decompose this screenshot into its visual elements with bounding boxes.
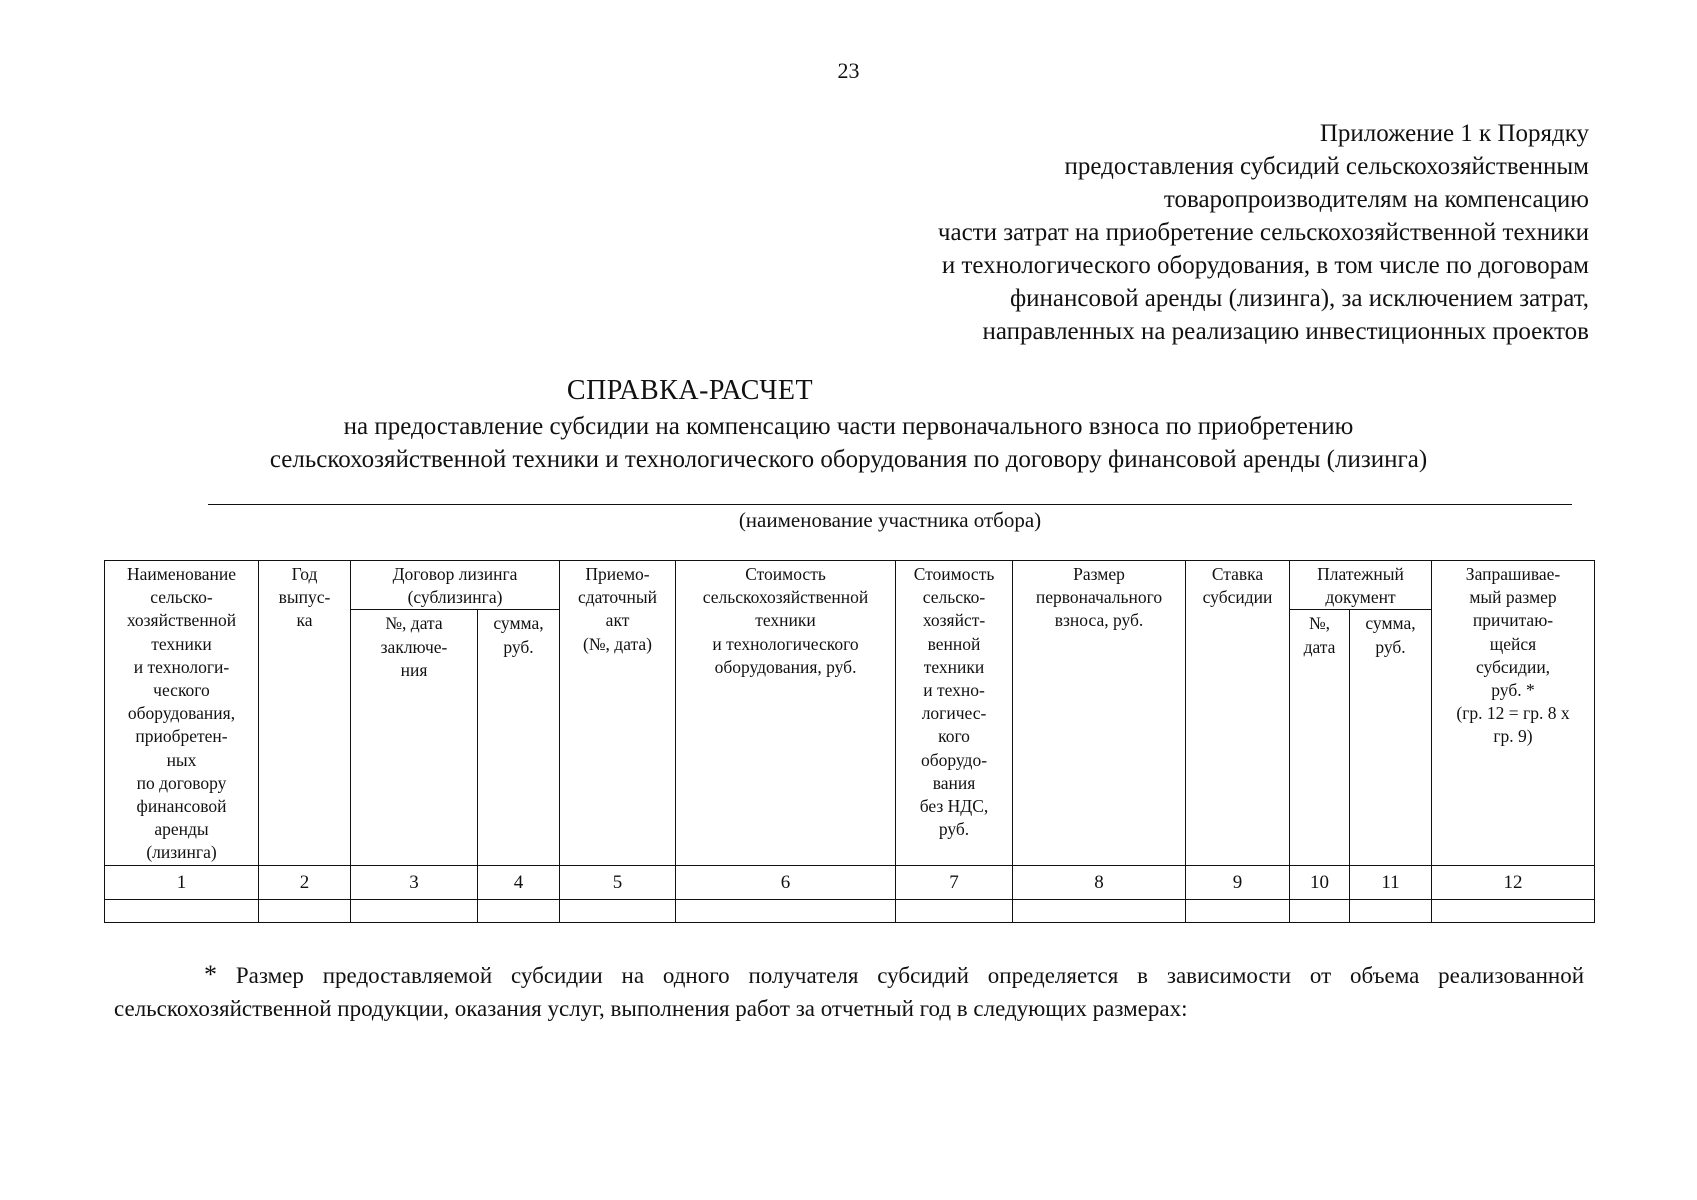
appendix-line: финансовой аренды (лизинга), за исключением затрат, <box>1009 285 1589 312</box>
blank-cell[interactable] <box>259 899 351 922</box>
column-number: 2 <box>259 865 351 899</box>
appendix-line: и технологического оборудования, в том числе по договорам <box>941 252 1589 279</box>
blank-cell[interactable] <box>478 899 560 922</box>
column-number: 5 <box>560 865 676 899</box>
header-requested-subsidy: Запрашивае- мый размер причитаю- щейся субсидии, руб. * (гр. 12 = гр. 8 х гр. 9) <box>1432 561 1595 866</box>
appendix-line: предоставления субсидий сельскохозяйственным <box>1064 153 1589 180</box>
document-subtitle <box>0 410 1697 476</box>
column-number: 10 <box>1290 865 1350 899</box>
header-year: Год выпус- ка <box>259 561 351 866</box>
calculation-table <box>104 560 1595 923</box>
header-lease-number-date: №, дата заключе- ния <box>351 610 478 865</box>
footnote-star: * <box>204 960 217 989</box>
table-row <box>105 899 1595 922</box>
column-number: 4 <box>478 865 560 899</box>
column-number: 8 <box>1013 865 1186 899</box>
blank-cell[interactable] <box>1432 899 1595 922</box>
blank-cell[interactable] <box>560 899 676 922</box>
header-acceptance-act: Приемо- сдаточный акт (№, дата) <box>560 561 676 866</box>
blank-cell[interactable] <box>1290 899 1350 922</box>
header-cost: Стоимость сельскохозяйственной техники и технологического оборудования, руб. <box>676 561 896 866</box>
column-number: 12 <box>1432 865 1595 899</box>
header-payment-document: Платежный документ <box>1290 561 1432 610</box>
blank-cell[interactable] <box>351 899 478 922</box>
blank-cell[interactable] <box>1186 899 1290 922</box>
header-cost-without-vat: Стоимость сельско- хозяйст- венной техники и техно- логичес- кого оборудо- вания без НДС, руб. <box>896 561 1013 866</box>
footnote-line: сельскохозяйственной продукции, оказания услуг, выполнения работ за отчетный год в следующих размерах: <box>114 996 1188 1021</box>
appendix-reference <box>938 117 1589 348</box>
blank-cell[interactable] <box>1350 899 1432 922</box>
header-lease-sum: сумма, руб. <box>478 610 560 865</box>
column-number-row <box>105 865 1595 899</box>
appendix-line: части затрат на приобретение сельскохозяйственной техники <box>937 219 1589 246</box>
appendix-line: Приложение 1 к Порядку <box>1319 120 1589 147</box>
blank-cell[interactable] <box>676 899 896 922</box>
header-lease-contract: Договор лизинга (сублизинга) <box>351 561 560 610</box>
header-equipment-name: Наименование сельско- хозяйственной техники и технологи- ческого оборудования, приобретен- ных по договору финансовой аренды (лизинга) <box>105 561 259 866</box>
header-subsidy-rate: Ставка субсидии <box>1186 561 1290 866</box>
appendix-line: товаропроизводителям на компенсацию <box>1163 186 1589 213</box>
column-number: 1 <box>105 865 259 899</box>
footnote-line <box>114 958 1584 992</box>
column-number: 3 <box>351 865 478 899</box>
document-title: СПРАВКА-РАСЧЕТ <box>566 375 814 406</box>
subtitle-line: на предоставление субсидии на компенсацию части первоначального взноса по приобретению <box>343 413 1354 440</box>
participant-caption: (наименование участника отбора) <box>738 508 1042 532</box>
column-number: 6 <box>676 865 896 899</box>
appendix-line: направленных на реализацию инвестиционных проектов <box>982 318 1589 345</box>
blank-cell[interactable] <box>1013 899 1186 922</box>
subtitle-line: сельскохозяйственной техники и технологического оборудования по договору финансовой аренды (лизинга) <box>269 446 1428 473</box>
column-number: 7 <box>896 865 1013 899</box>
header-down-payment: Размер первоначального взноса, руб. <box>1013 561 1186 866</box>
footnote <box>114 958 1584 1025</box>
blank-cell[interactable] <box>105 899 259 922</box>
page-number: 23 <box>837 58 860 83</box>
participant-name-line[interactable] <box>208 504 1572 505</box>
blank-cell[interactable] <box>896 899 1013 922</box>
column-number: 11 <box>1350 865 1432 899</box>
header-payment-sum: сумма, руб. <box>1350 610 1432 865</box>
column-number: 9 <box>1186 865 1290 899</box>
header-payment-number-date: №, дата <box>1290 610 1350 865</box>
footnote-text: Размер предоставляемой субсидии на одного получателя субсидий определяется в зависимости от объема реализованной <box>235 963 1585 988</box>
